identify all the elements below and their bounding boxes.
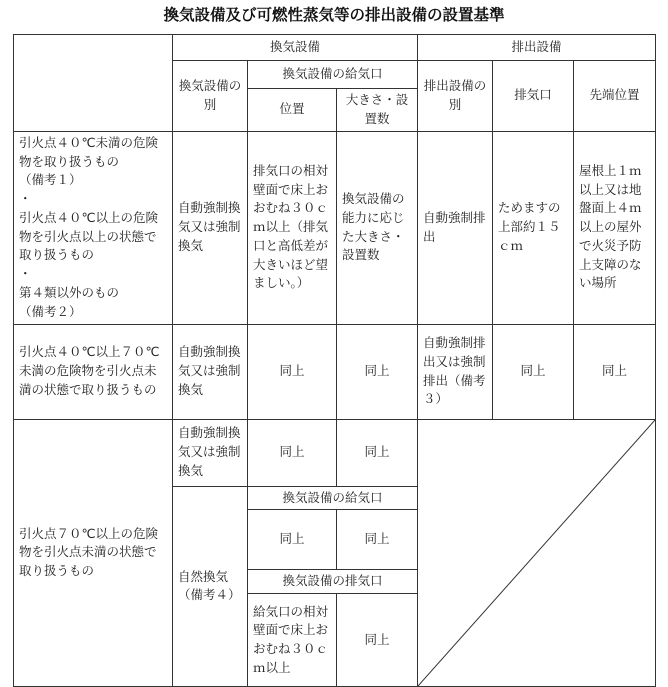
row1-kanki-betsu: 自動強制換気又は強制換気 [173, 131, 248, 324]
row1-haikiguchi: ためますの上部約１５ｃｍ [493, 131, 574, 324]
header-ookisa: 大きさ・設置数 [337, 89, 418, 132]
row3-ichi-c: 給気口の相対壁面で床上おおむね３０ｃｍ以上 [248, 594, 337, 687]
header-haishutsu-betsu: 排出設備の別 [418, 61, 493, 132]
diagonal-empty-cell [418, 419, 656, 687]
header-kanki-betsu: 換気設備の別 [173, 61, 248, 132]
row1-ookisa: 換気設備の能力に応じた大きさ・設置数 [337, 131, 418, 324]
page-title: 換気設備及び可燃性蒸気等の排出設備の設置基準 [163, 5, 505, 24]
table-row [14, 324, 656, 419]
header-haishutsu: 排出設備 [418, 35, 656, 61]
table-row [14, 131, 656, 324]
row2-ichi: 同上 [248, 324, 337, 419]
header-kanki-kyukiguchi: 換気設備の給気口 [248, 61, 418, 89]
row3-ookisa-c: 同上 [337, 594, 418, 687]
row3-sub-kyuki: 換気設備の給気口 [248, 486, 418, 510]
table-row [14, 419, 656, 486]
row2-kanki-betsu: 自動強制換気又は強制換気 [173, 324, 248, 419]
header-kanki: 換気設備 [173, 35, 418, 61]
row2-ookisa: 同上 [337, 324, 418, 419]
row2-haishutsu-betsu: 自動強制排出又は強制排出（備考３） [418, 324, 493, 419]
row1-ichi: 排気口の相対壁面で床上おおむね３０ｃｍ以上（排気口と高低差が大きいほど望ましい。） [248, 131, 337, 324]
row3-sub-haiki: 換気設備の排気口 [248, 570, 418, 594]
row3-ookisa-a: 同上 [337, 419, 418, 486]
row1-sentan: 屋根上１ｍ以上又は地盤面上４ｍ以上の屋外で火災予防上支障のない場所 [574, 131, 656, 324]
row3-condition: 引火点７０℃以上の危険物を引火点未満の状態で取り扱うもの [14, 419, 173, 687]
row3-ookisa-b: 同上 [337, 510, 418, 570]
standards-table [13, 34, 656, 687]
row2-haikiguchi: 同上 [493, 324, 574, 419]
row3-ichi-a: 同上 [248, 419, 337, 486]
row2-condition: 引火点４０℃以上７０℃未満の危険物を引火点未満の状態で取り扱うもの [14, 324, 173, 419]
row2-sentan: 同上 [574, 324, 656, 419]
row3-kanki-betsu-a: 自動強制換気又は強制換気 [173, 419, 248, 486]
header-haikiguchi: 排気口 [493, 61, 574, 132]
row3-ichi-b: 同上 [248, 510, 337, 570]
header-ichi: 位置 [248, 89, 337, 132]
row1-haishutsu-betsu: 自動強制排出 [418, 131, 493, 324]
header-sentan: 先端位置 [574, 61, 656, 132]
row3-kanki-betsu-b: 自然換気 （備考４） [173, 486, 248, 687]
header-corner [14, 35, 173, 132]
row1-condition: 引火点４０℃未満の危険物を取り扱うもの （備考１） ・ 引火点４０℃以上の危険物を引火点以上の状態で取り扱うもの ・ 第４類以外のもの （備考２） [14, 131, 173, 324]
